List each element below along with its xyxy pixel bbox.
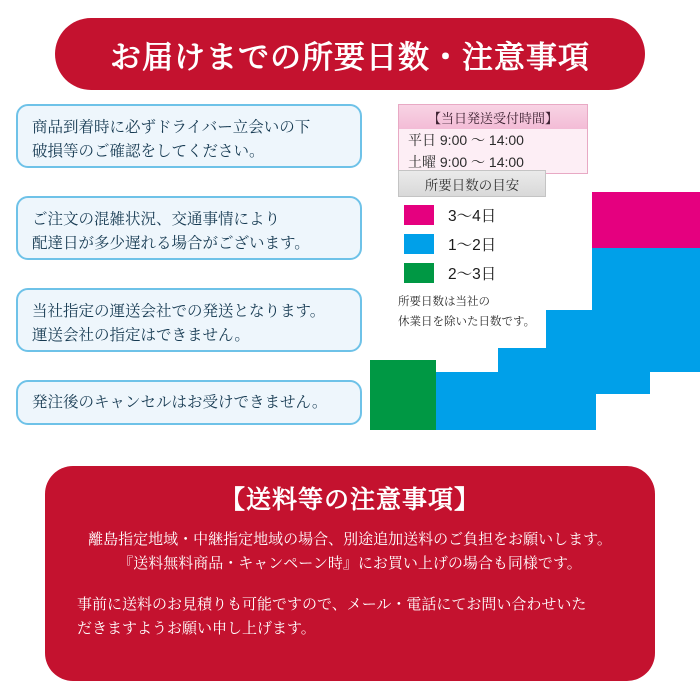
map-region-hokkaido (592, 192, 700, 248)
legend-swatch-blue (404, 234, 434, 254)
note-box-cancellation (16, 380, 362, 425)
note-line: 破損等のご確認をしてください。 (32, 143, 265, 161)
legend-swatch-green (404, 263, 434, 283)
same-day-shipping-hours (398, 104, 588, 174)
note-box-delay (16, 196, 362, 260)
hours-title: 【当日発送受付時間】 (399, 105, 587, 129)
hours-weekday: 平日 9:00 ～ 14:00 (408, 132, 524, 148)
footer-line: 『送料無料商品・キャンペーン時』にお買い上げの場合も同様です。 (118, 555, 582, 573)
note-box-delivery-inspection (16, 104, 362, 168)
legend (404, 202, 594, 289)
note-box-carrier (16, 288, 362, 352)
footer-banner (45, 466, 655, 681)
map-region-okinawa (370, 360, 400, 396)
legend-footnote-line: 所要日数は当社の (398, 296, 490, 308)
footer-line: 離島指定地域・中継指定地域の場合、別途追加送料のご負担をお願いします。 (88, 531, 612, 548)
note-line: 発注後のキャンセルはお受けできません。 (32, 393, 328, 411)
legend-title: 所要日数の目安 (398, 170, 546, 197)
footer-line: 事前に送料のお見積りも可能ですので、メール・電話にてお問い合わせいた (77, 595, 587, 613)
footer-title: 【送料等の注意事項】 (219, 486, 480, 514)
legend-footnote (398, 292, 535, 332)
legend-item (404, 202, 594, 228)
note-line: 配達日が多少遅れる場合がございます。 (32, 235, 310, 253)
note-line: ご注文の混雑状況、交通事情により (32, 211, 281, 228)
map-region-chugoku-shikoku (430, 372, 484, 430)
legend-label: 2～3日 (448, 266, 497, 283)
legend-item (404, 260, 594, 286)
page-title: お届けまでの所要日数・注意事項 (110, 39, 590, 75)
map-region-kinki (474, 372, 596, 430)
legend-label: 1～2日 (448, 237, 497, 254)
header-banner (55, 18, 645, 90)
footer-paragraph-quote (45, 593, 655, 642)
hours-saturday: 土曜 9:00 ～ 14:00 (408, 154, 524, 170)
note-line: 商品到着時に必ずドライバー立会いの下 (32, 119, 311, 136)
legend-swatch-pink (404, 205, 434, 225)
note-line: 運送会社の指定はできません。 (32, 327, 250, 345)
legend-footnote-line: 休業日を除いた日数です。 (398, 316, 536, 329)
note-line: 当社指定の運送会社での発送となります。 (32, 303, 326, 320)
footer-paragraph-shipping-fee (45, 528, 655, 577)
legend-item (404, 231, 594, 257)
legend-label: 3～4日 (448, 208, 497, 225)
footer-line: だきますようお願い申し上げます。 (77, 619, 316, 637)
map-region-tohoku (592, 248, 700, 310)
